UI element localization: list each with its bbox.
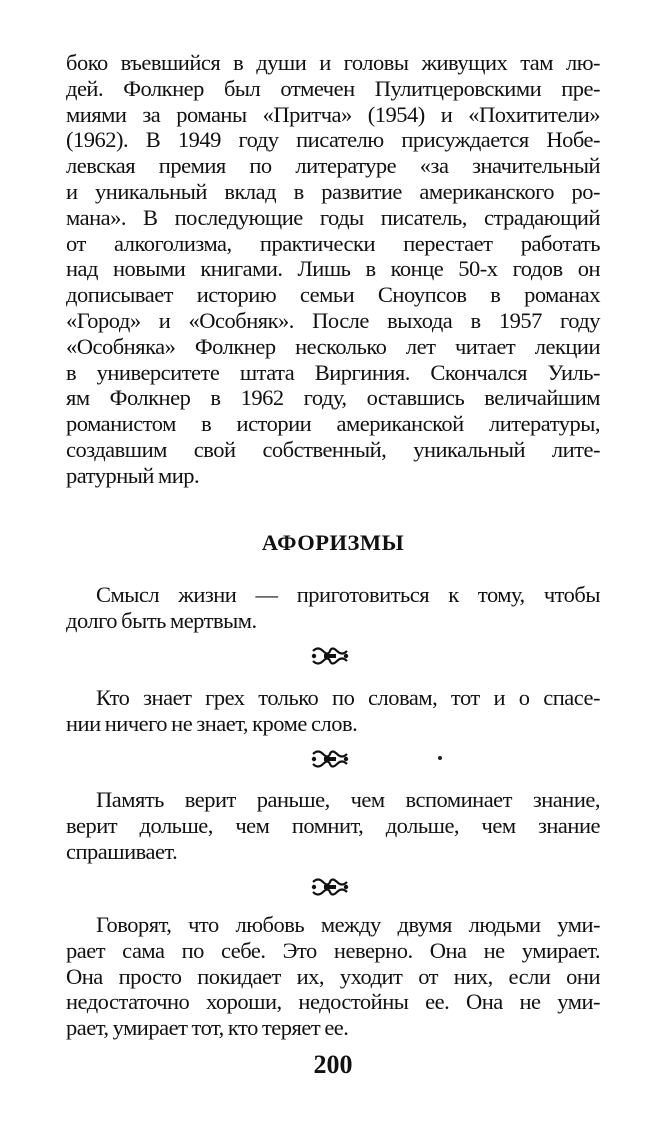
fleuron-divider-icon [310, 876, 350, 898]
text-line: ям Фолкнер в 1962 году, оставшись величайшим [66, 385, 600, 411]
text-line: романистом в истории американской литературы, [66, 411, 600, 437]
text-line: создавшим свой собственный, уникальный лите- [66, 436, 600, 462]
text-line: Кто знает грех только по словам, тот и о спасе- [96, 685, 600, 710]
text-line: в университете штата Виргиния. Скончался Уиль- [66, 359, 600, 385]
text-line: верит дольше, чем помнит, дольше, чем знание [66, 812, 600, 838]
aphorism [66, 912, 600, 1041]
text-line: дей. Фолкнер был отмечен Пулитцеровскими пре- [66, 75, 600, 101]
text-line: спрашивает. [66, 838, 178, 864]
text-line: «Особняка» Фолкнер несколько лет читает лекции [66, 333, 600, 359]
text-line: нии ничего не знает, кроме слов. [66, 710, 358, 736]
text-line: миями за романы «Притча» (1954) и «Похитители» [66, 101, 600, 127]
section-heading: АФОРИЗМЫ [261, 530, 405, 555]
text-line: рает, умирает тот, кто теряет ее. [66, 1015, 349, 1041]
aphorism [66, 582, 600, 634]
text-line: и уникальный вклад в развитие американского ро- [66, 178, 600, 204]
text-line: (1962). В 1949 году писателю присуждается Нобе- [66, 127, 600, 153]
text-line: мана». В последующие годы писатель, страдающий [66, 204, 600, 230]
text-line: долго быть мертвым. [66, 607, 257, 633]
text-line: «Город» и «Особняк». После выхода в 1957 году [66, 307, 600, 333]
text-line: левская премия по литературе «за значительный [66, 153, 600, 179]
text-line: недостаточно хороши, недостойны ее. Она не уми- [66, 989, 600, 1015]
text-line: Память верит раньше, чем вспоминает знание, [96, 787, 600, 812]
text-line: боко въевшийся в души и головы живущих там лю- [66, 50, 600, 75]
text-line: Смысл жизни — приготовиться к тому, чтобы [96, 582, 600, 607]
page-number: 200 [313, 1050, 353, 1079]
fleuron-divider-icon [310, 645, 350, 667]
text-line: рает сама по себе. Это неверно. Она не умирает. [66, 937, 600, 963]
text-line: ратурный мир. [66, 462, 200, 488]
aphorism [66, 787, 600, 864]
fleuron-divider-icon [310, 748, 350, 770]
biography-paragraph [66, 50, 600, 489]
text-line: Она просто покидает их, уходит от них, если они [66, 963, 600, 989]
print-speck [438, 756, 442, 760]
text-line: дописывает историю семьи Сноупсов в романах [66, 282, 600, 308]
aphorism [66, 685, 600, 737]
text-line: Говорят, что любовь между двумя людьми уми- [96, 912, 600, 937]
text-line: над новыми книгами. Лишь в конце 50-х годов он [66, 256, 600, 282]
text-line: от алкоголизма, практически перестает работать [66, 230, 600, 256]
